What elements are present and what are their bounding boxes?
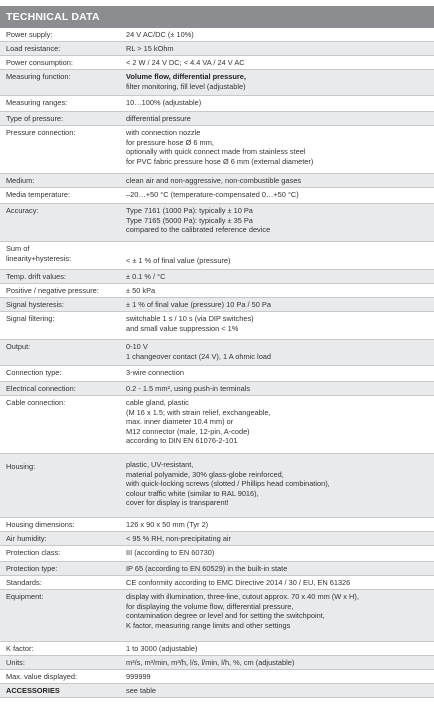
spec-row-equipment: [0, 590, 434, 642]
spec-label: Cable connection:: [6, 398, 66, 407]
spec-label: Power consumption:: [6, 58, 73, 67]
spec-row-temp-drift: [0, 270, 434, 284]
spec-value: 10…100% (adjustable): [126, 98, 202, 107]
spec-row-accessories: [0, 684, 434, 698]
spec-row-connection-type: [0, 366, 434, 382]
spec-value: cable gland, plastic (M 16 x 1.5; with strain relief, exchangeable, max. inner diameter 10.4 mm) or M12 connector (male, 12-pin, A-code) according to DIN EN 61076-2-101: [126, 398, 271, 446]
spec-label: Protection type:: [6, 564, 58, 573]
spec-row-accuracy: [0, 204, 434, 242]
spec-value: < ± 1 % of final value (pressure): [126, 256, 231, 265]
spec-label: Power supply:: [6, 30, 53, 39]
spec-value: CE conformity according to EMC Directive 2014 / 30 / EU, EN 61326: [126, 578, 351, 587]
spec-label: Measuring function:: [6, 72, 71, 81]
spec-label: Media temperature:: [6, 190, 71, 199]
spec-value: 126 x 90 x 50 mm (Tyr 2): [126, 520, 209, 529]
spec-label: Sum of linearity+hysteresis:: [6, 244, 72, 263]
spec-row-power-supply: [0, 28, 434, 42]
spec-label: Standards:: [6, 578, 42, 587]
spec-row-signal-hysteresis: [0, 298, 434, 312]
spec-row-media-temperature: [0, 188, 434, 204]
spec-label: Electrical connection:: [6, 384, 76, 393]
spec-label: Pressure connection:: [6, 128, 76, 137]
spec-row-air-humidity: [0, 532, 434, 546]
spec-value: Volume flow, differential pressure, filter monitoring, fill level (adjustable): [126, 72, 246, 91]
spec-label: Units:: [6, 658, 25, 667]
spec-value: RL > 15 kOhm: [126, 44, 174, 53]
spec-value: differential pressure: [126, 114, 191, 123]
spec-value: III (according to EN 60730): [126, 548, 215, 557]
spec-value: display with illumination, three-line, cutout approx. 70 x 40 mm (W x H), for displaying the volume flow, differential pressure, contamination degree or level and for setting the switchpoint, K factor, measuring range limits and other settings: [126, 592, 359, 630]
spec-row-medium: [0, 174, 434, 188]
spec-row-housing-dimensions: [0, 518, 434, 532]
spec-value: –20…+50 °C (temperature-compensated 0…+50 °C): [126, 190, 299, 199]
spec-value: 999999: [126, 672, 151, 681]
spec-row-max-value: [0, 670, 434, 684]
spec-value: 0.2 - 1.5 mm², using push-in terminals: [126, 384, 251, 393]
spec-label: Housing dimensions:: [6, 520, 75, 529]
spec-label: Load resistance:: [6, 44, 61, 53]
spec-value: 24 V AC/DC (± 10%): [126, 30, 194, 39]
spec-value: ± 50 kPa: [126, 286, 156, 295]
spec-row-power-consumption: [0, 56, 434, 70]
spec-label: Temp. drift values:: [6, 272, 66, 281]
spec-row-measuring-function: [0, 70, 434, 96]
spec-label: Signal filtering:: [6, 314, 55, 323]
spec-label: Signal hysteresis:: [6, 300, 64, 309]
spec-label: Housing:: [6, 462, 36, 471]
spec-value: 0-10 V 1 changeover contact (24 V), 1 A ohmic load: [126, 342, 272, 361]
spec-row-cable-connection: [0, 396, 434, 454]
spec-value: switchable 1 s / 10 s (via DIP switches) and small value suppression < 1%: [126, 314, 254, 333]
section-title: TECHNICAL DATA: [0, 6, 434, 28]
spec-row-linearity-hysteresis: [0, 242, 434, 270]
spec-row-protection-class: [0, 546, 434, 562]
spec-row-output: [0, 340, 434, 366]
spec-label: Output:: [6, 342, 31, 351]
spec-row-standards: [0, 576, 434, 590]
spec-value: m³/s, m³/min, m³/h, l/s, l/min, l/h, %, cm (adjustable): [126, 658, 295, 667]
spec-label: Medium:: [6, 176, 35, 185]
spec-value: ± 1 % of final value (pressure) 10 Pa / 50 Pa: [126, 300, 271, 309]
spec-row-type-of-pressure: [0, 112, 434, 126]
spec-row-k-factor: [0, 642, 434, 656]
spec-row-load-resistance: [0, 42, 434, 56]
spec-value: 3-wire connection: [126, 368, 184, 377]
spec-row-pressure-connection: [0, 126, 434, 174]
spec-label: Connection type:: [6, 368, 62, 377]
spec-row-units: [0, 656, 434, 670]
spec-label: Positive / negative pressure:: [6, 286, 99, 295]
spec-row-protection-type: [0, 562, 434, 576]
spec-label: Air humidity:: [6, 534, 47, 543]
spec-row-housing: [0, 454, 434, 518]
spec-label: Equipment:: [6, 592, 44, 601]
spec-value: clean air and non-aggressive, non-combustible gases: [126, 176, 302, 185]
spec-row-signal-filtering: [0, 312, 434, 340]
spec-row-electrical-connection: [0, 382, 434, 396]
spec-label: Measuring ranges:: [6, 98, 68, 107]
spec-label: K factor:: [6, 644, 34, 653]
spec-value: ± 0.1 % / °C: [126, 272, 166, 281]
spec-row-measuring-ranges: [0, 96, 434, 112]
spec-row-positive-negative-pressure: [0, 284, 434, 298]
spec-label: ACCESSORIES: [6, 686, 60, 695]
spec-label: Type of pressure:: [6, 114, 64, 123]
spec-value: < 2 W / 24 V DC; < 4.4 VA / 24 V AC: [126, 58, 245, 67]
spec-value: IP 65 (according to EN 60529) in the built-in state: [126, 564, 288, 573]
spec-label: Max. value displayed:: [6, 672, 78, 681]
spec-value: see table: [126, 686, 156, 695]
spec-value: < 95 % RH, non-precipitating air: [126, 534, 231, 543]
spec-value: plastic, UV-resistant, material polyamide, 30% glass-globe reinforced, with quick-locking screws (slotted / Phillips head combination), colour traffic white (similar to RAL 9016), cover for display is transparent!: [126, 460, 330, 508]
spec-label: Accuracy:: [6, 206, 39, 215]
spec-value: Type 7161 (1000 Pa): typically ± 10 Pa Type 7165 (5000 Pa): typically ± 35 Pa compared to the calibrated reference device: [126, 206, 271, 235]
spec-label: Protection class:: [6, 548, 61, 557]
spec-value: 1 to 3000 (adjustable): [126, 644, 198, 653]
spec-value: with connection nozzle for pressure hose Ø 6 mm, optionally with quick connect made from stainless steel for PVC fabric pressure hose Ø 6 mm (external diameter): [126, 128, 314, 166]
